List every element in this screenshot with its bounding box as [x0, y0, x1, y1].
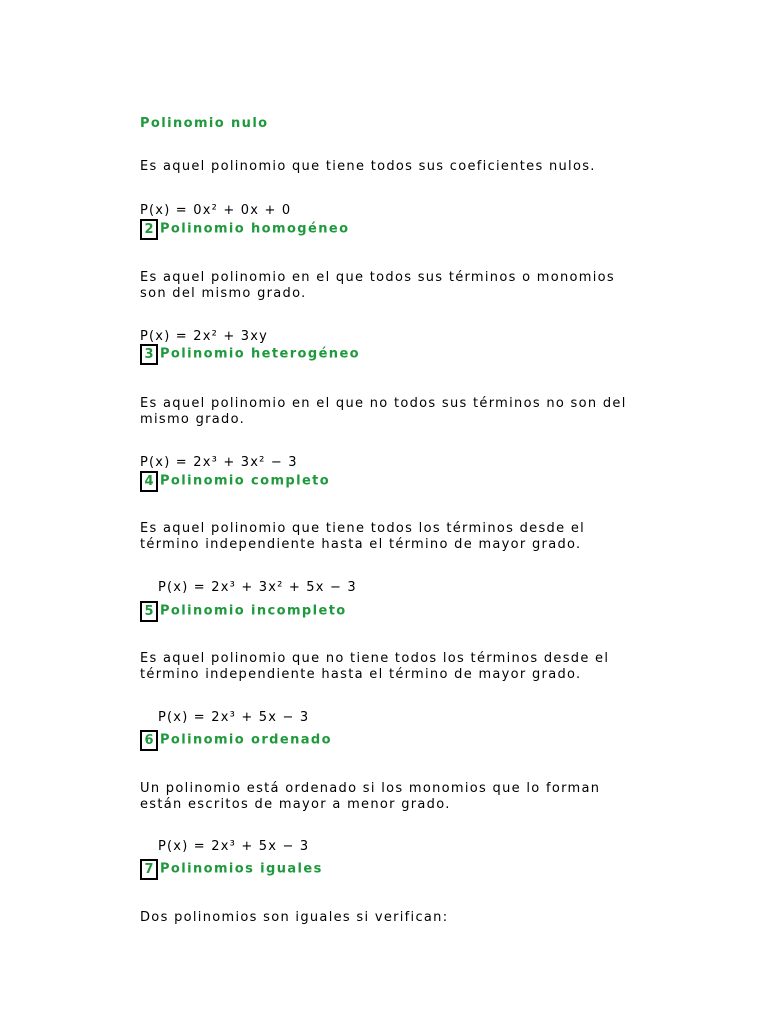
formula-polinomio-ordenado: P(x) = 2x³ + 5x − 3 — [158, 839, 310, 854]
section-number-box: 7 — [140, 859, 158, 880]
formula-polinomio-heterogeneo: P(x) = 2x³ + 3x² − 3 — [140, 455, 298, 470]
formula-polinomio-completo: P(x) = 2x³ + 3x² + 5x − 3 — [158, 580, 357, 595]
description-line-1: Es aquel polinomio que no tiene todos los términos desde el — [140, 651, 610, 666]
description-line-1: Un polinomio está ordenado si los monomios que lo forman — [140, 781, 601, 796]
section-number-box: 6 — [140, 730, 158, 751]
description-line-1: Es aquel polinomio en el que todos sus términos o monomios — [140, 270, 615, 285]
description-line-2: están escritos de mayor a menor grado. — [140, 797, 451, 812]
heading-polinomio-nulo: Polinomio nulo — [140, 116, 269, 131]
heading-polinomios-iguales — [140, 859, 323, 880]
heading-label: Polinomio incompleto — [160, 603, 347, 619]
section-number-box: 4 — [140, 471, 158, 492]
heading-polinomio-incompleto — [140, 601, 347, 622]
section-number-box: 2 — [140, 219, 158, 240]
heading-label: Polinomio homogéneo — [160, 221, 350, 237]
section-number-box: 5 — [140, 601, 158, 622]
heading-label: Polinomio heterogéneo — [160, 346, 360, 362]
description-polinomio-nulo: Es aquel polinomio que tiene todos sus coeficientes nulos. — [140, 159, 596, 174]
heading-polinomio-homogeneo — [140, 219, 349, 240]
heading-label: Polinomio completo — [160, 473, 331, 489]
section-number-box: 3 — [140, 344, 158, 365]
description-line-1: Es aquel polinomio que tiene todos los términos desde el — [140, 521, 586, 536]
description-line-2: son del mismo grado. — [140, 286, 307, 301]
formula-polinomio-incompleto: P(x) = 2x³ + 5x − 3 — [158, 710, 310, 725]
description-line-2: término independiente hasta el término de mayor grado. — [140, 667, 582, 682]
heading-polinomio-completo — [140, 471, 330, 492]
heading-polinomio-heterogeneo — [140, 344, 360, 365]
description-line-1: Es aquel polinomio en el que no todos sus términos no son del — [140, 396, 627, 411]
formula-polinomio-homogeneo: P(x) = 2x² + 3xy — [140, 329, 269, 344]
heading-label: Polinomio ordenado — [160, 732, 332, 748]
heading-polinomio-ordenado — [140, 730, 332, 751]
description-line-2: mismo grado. — [140, 412, 246, 427]
description-line-2: término independiente hasta el término de mayor grado. — [140, 537, 582, 552]
formula-polinomio-nulo: P(x) = 0x² + 0x + 0 — [140, 203, 292, 218]
description-polinomios-iguales: Dos polinomios son iguales si verifican: — [140, 910, 449, 925]
heading-label: Polinomios iguales — [160, 861, 323, 877]
